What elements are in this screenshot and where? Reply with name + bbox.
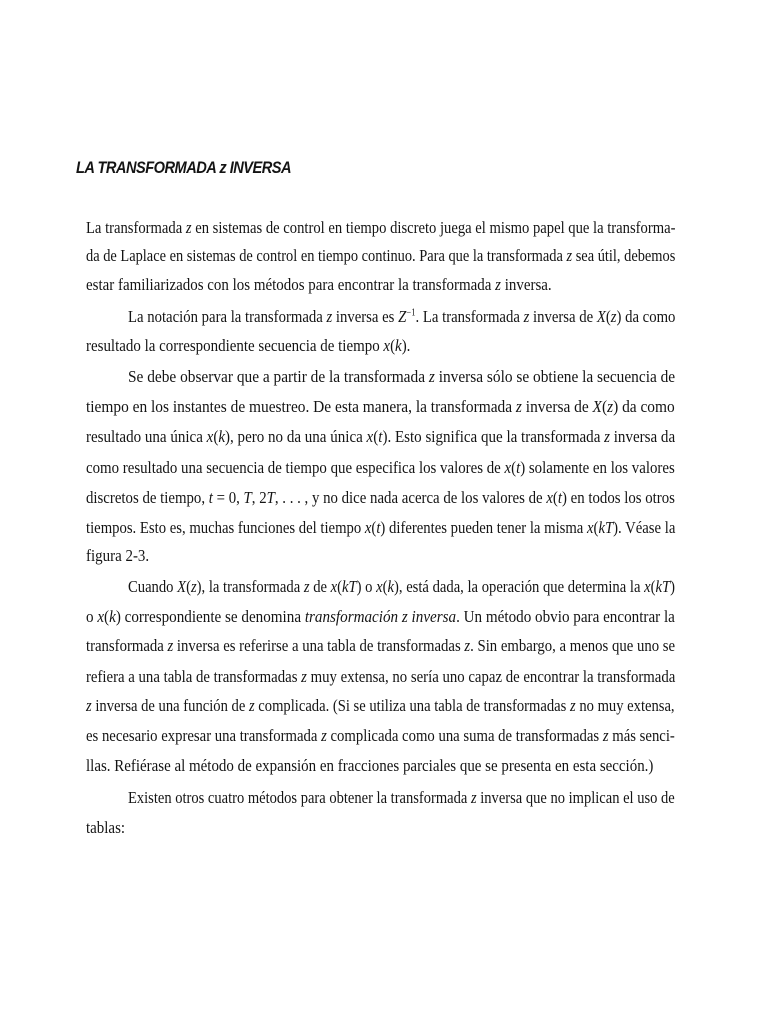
italic-text: z bbox=[470, 788, 477, 807]
heading-z: z bbox=[219, 158, 227, 177]
italic-text: T bbox=[243, 488, 252, 507]
italic-text: k bbox=[218, 427, 226, 446]
text-segment: muy extensa, no sería uno capaz de encontrar la transformada bbox=[306, 667, 676, 686]
text-segment: inversa. bbox=[500, 275, 552, 294]
text-segment: inversa de una función de bbox=[91, 696, 249, 715]
text-segment: ( bbox=[552, 488, 558, 507]
italic-text: z bbox=[515, 397, 522, 416]
text-segment: ( bbox=[382, 577, 388, 596]
text-line bbox=[86, 723, 675, 749]
heading-suffix: INVERSA bbox=[226, 158, 292, 177]
text-segment: complicada. (Si se utiliza una tabla de transformadas bbox=[254, 696, 570, 715]
italic-text: transformación z inversa bbox=[304, 607, 457, 626]
text-segment: resultado la correspondiente secuencia de tiempo bbox=[86, 336, 384, 355]
italic-text: z bbox=[167, 636, 174, 655]
text-segment: ( bbox=[213, 427, 219, 446]
text-segment: ). Véase la bbox=[613, 518, 676, 537]
superscript: −1 bbox=[406, 307, 416, 319]
heading-prefix: LA TRANSFORMADA bbox=[76, 158, 220, 177]
text-segment: inversa de bbox=[529, 307, 597, 326]
italic-text: x bbox=[644, 577, 651, 596]
italic-text: x bbox=[366, 427, 374, 446]
text-line bbox=[86, 604, 675, 630]
text-segment: ) solamente en los valores bbox=[520, 458, 675, 477]
text-segment: complicada como una suma de transformadas bbox=[326, 726, 603, 745]
text-segment: más senci- bbox=[608, 726, 675, 745]
italic-text: z bbox=[566, 246, 573, 265]
italic-text: X bbox=[596, 307, 606, 326]
text-segment: resultado una única bbox=[86, 427, 207, 446]
text-segment: ( bbox=[104, 607, 110, 626]
text-segment: ). bbox=[401, 336, 411, 355]
text-line bbox=[86, 753, 653, 779]
text-segment: . La transformada bbox=[415, 307, 524, 326]
text-segment: discretos de tiempo, bbox=[86, 488, 209, 507]
text-line bbox=[86, 693, 675, 719]
text-segment: ) da como bbox=[613, 397, 675, 416]
italic-text: z bbox=[607, 397, 614, 416]
text-segment: de bbox=[309, 577, 331, 596]
text-line bbox=[128, 304, 675, 330]
text-segment: ( bbox=[593, 518, 599, 537]
text-segment: ( bbox=[650, 577, 656, 596]
italic-text: X bbox=[177, 577, 187, 596]
text-line bbox=[86, 485, 675, 511]
italic-text: t bbox=[516, 458, 521, 477]
italic-text: x bbox=[383, 336, 391, 355]
italic-text: X bbox=[592, 397, 602, 416]
text-segment: Cuando bbox=[128, 577, 178, 596]
italic-text: kT bbox=[598, 518, 614, 537]
text-segment: no muy extensa, bbox=[575, 696, 675, 715]
text-segment: tiempo en los instantes de muestreo. De esta manera, la transformada bbox=[86, 397, 516, 416]
text-segment: llas. Refiérase al método de expansión en fracciones parciales que se presenta en esta sección.) bbox=[86, 756, 654, 775]
text-line bbox=[128, 785, 675, 811]
text-segment: ) en todos los otros bbox=[562, 488, 675, 507]
italic-text: t bbox=[378, 427, 383, 446]
text-segment: ), pero no da una única bbox=[225, 427, 367, 446]
text-line bbox=[86, 243, 675, 269]
text-segment: como resultado una secuencia de tiempo que especifica los valores de bbox=[86, 458, 505, 477]
italic-text: k bbox=[387, 577, 395, 596]
text-segment: = 0, bbox=[212, 488, 244, 507]
text-segment: . Un método obvio para encontrar la bbox=[456, 607, 675, 626]
text-segment: da de Laplace en sistemas de control en tiempo continuo. Para que la transformada bbox=[86, 246, 567, 265]
text-line bbox=[86, 394, 675, 420]
text-segment: , . . . , y no dice nada acerca de los valores de bbox=[274, 488, 547, 507]
italic-text: z bbox=[303, 577, 310, 596]
italic-text: z bbox=[602, 726, 609, 745]
italic-text: x bbox=[97, 607, 105, 626]
text-segment: en sistemas de control en tiempo discreto juega el mismo papel que la transforma- bbox=[191, 218, 676, 237]
text-line bbox=[86, 543, 149, 569]
italic-text: z bbox=[428, 367, 435, 386]
italic-text: z bbox=[190, 577, 197, 596]
italic-text: T bbox=[266, 488, 275, 507]
italic-text: kT bbox=[655, 577, 671, 596]
text-segment: La notación para la transformada bbox=[128, 307, 327, 326]
italic-text: x bbox=[504, 458, 512, 477]
text-segment: ) diferentes pueden tener la misma bbox=[380, 518, 588, 537]
italic-text: z bbox=[301, 667, 307, 686]
italic-text: z bbox=[185, 218, 192, 237]
italic-text: z bbox=[248, 696, 255, 715]
text-segment: tablas: bbox=[86, 818, 126, 837]
italic-text: k bbox=[109, 607, 116, 626]
text-segment: ( bbox=[601, 397, 608, 416]
text-segment: ( bbox=[605, 307, 611, 326]
text-line bbox=[86, 272, 552, 298]
italic-text: z bbox=[464, 636, 471, 655]
italic-text: k bbox=[395, 336, 402, 355]
text-segment: inversa es referirse a una tabla de transformadas bbox=[173, 636, 465, 655]
text-segment: inversa es bbox=[332, 307, 399, 326]
text-segment: . Sin embargo, a menos que uno se bbox=[470, 636, 676, 655]
text-segment: ) correspondiente se denomina bbox=[115, 607, 305, 626]
text-segment: tiempos. Esto es, muchas funciones del tiempo bbox=[86, 518, 365, 537]
text-segment: ( bbox=[186, 577, 191, 596]
text-segment: o bbox=[86, 607, 98, 626]
text-segment: ). Esto significa que la transformada bbox=[382, 427, 605, 446]
text-segment: ( bbox=[373, 427, 379, 446]
italic-text: z bbox=[86, 696, 92, 715]
text-segment: inversa sólo se obtiene la secuencia de bbox=[434, 367, 676, 386]
italic-text: Z bbox=[398, 307, 407, 326]
text-line bbox=[86, 815, 125, 841]
text-segment: ), la transformada bbox=[196, 577, 304, 596]
text-segment: es necesario expresar una transformada bbox=[86, 726, 322, 745]
italic-text: kT bbox=[342, 577, 357, 596]
text-segment: inversa da bbox=[609, 427, 676, 446]
text-line bbox=[86, 333, 410, 359]
text-segment: inversa que no implican el uso de bbox=[476, 788, 675, 807]
italic-text: z bbox=[604, 427, 610, 446]
text-segment: figura 2-3. bbox=[86, 546, 150, 565]
italic-text: z bbox=[569, 696, 576, 715]
italic-text: t bbox=[557, 488, 563, 507]
text-segment: sea útil, debemos bbox=[572, 246, 676, 265]
italic-text: t bbox=[376, 518, 381, 537]
italic-text: x bbox=[546, 488, 553, 507]
text-segment: inversa de bbox=[521, 397, 593, 416]
italic-text: x bbox=[376, 577, 383, 596]
italic-text: t bbox=[208, 488, 213, 507]
text-segment: ( bbox=[371, 518, 377, 537]
text-line bbox=[86, 515, 675, 541]
italic-text: z bbox=[495, 275, 501, 294]
text-segment: ) da como bbox=[616, 307, 676, 326]
text-line bbox=[86, 455, 675, 481]
text-line bbox=[128, 574, 675, 600]
italic-text: z bbox=[326, 307, 333, 326]
text-segment: , 2 bbox=[251, 488, 267, 507]
text-line bbox=[86, 215, 675, 241]
italic-text: z bbox=[523, 307, 530, 326]
text-line bbox=[86, 664, 675, 690]
text-segment: estar familiarizados con los métodos para encontrar la transformada bbox=[86, 275, 496, 294]
text-line bbox=[86, 633, 675, 659]
italic-text: z bbox=[610, 307, 617, 326]
italic-text: x bbox=[587, 518, 594, 537]
text-segment: ( bbox=[337, 577, 343, 596]
text-segment: ( bbox=[390, 336, 396, 355]
italic-text: x bbox=[206, 427, 214, 446]
text-segment: ( bbox=[511, 458, 517, 477]
text-segment: ), está dada, la operación que determina la bbox=[394, 577, 645, 596]
text-segment: Se debe observar que a partir de la transformada bbox=[128, 367, 429, 386]
italic-text: x bbox=[364, 518, 372, 537]
text-segment: transformada bbox=[86, 636, 168, 655]
text-segment: La transformada bbox=[86, 218, 186, 237]
text-segment: ) bbox=[670, 577, 675, 596]
text-line bbox=[128, 364, 675, 390]
italic-text: z bbox=[321, 726, 327, 745]
text-line bbox=[86, 424, 675, 450]
text-segment: refiera a una tabla de transformadas bbox=[86, 667, 302, 686]
section-heading bbox=[76, 158, 291, 178]
italic-text: x bbox=[330, 577, 338, 596]
text-segment: ) o bbox=[356, 577, 377, 596]
text-segment: Existen otros cuatro métodos para obtener la transformada bbox=[128, 788, 471, 807]
